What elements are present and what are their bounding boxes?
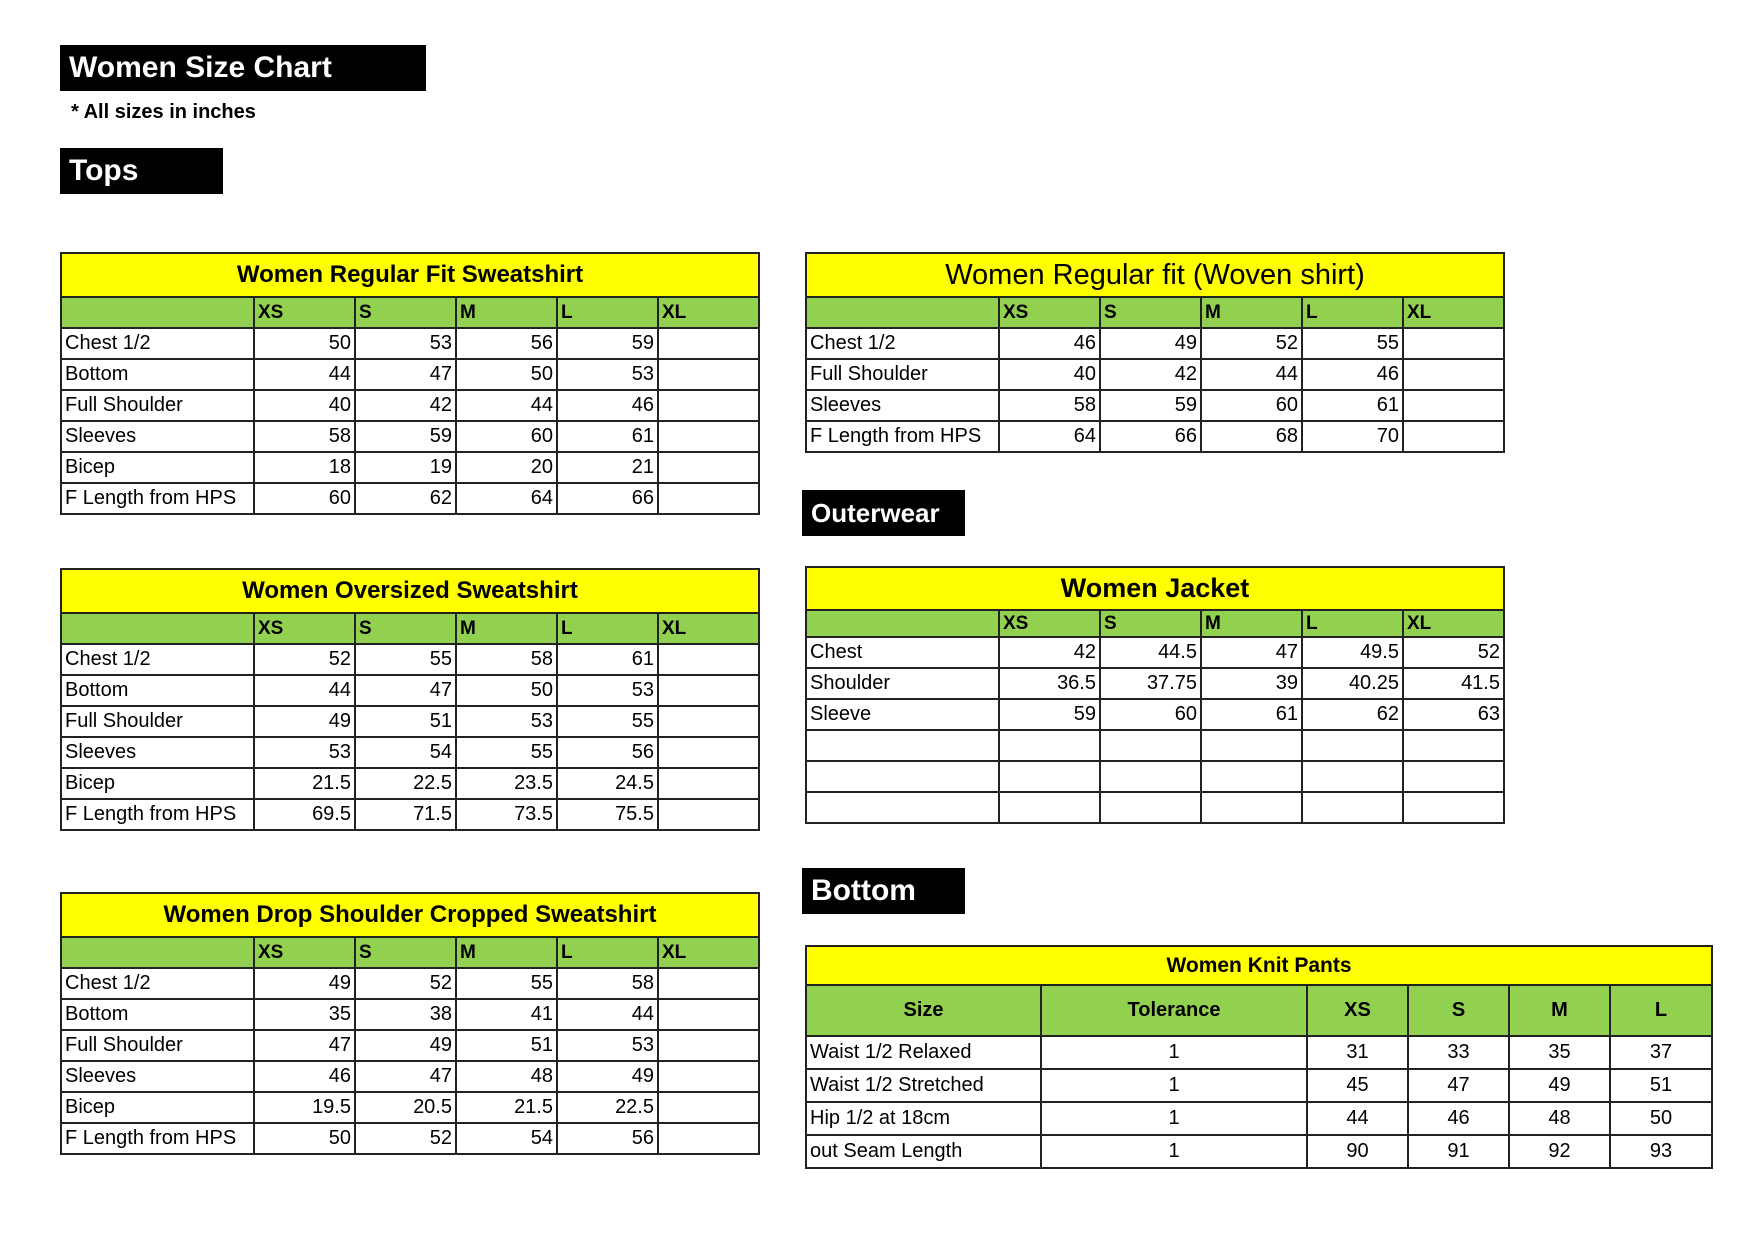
row-label: Hip 1/2 at 18cm	[806, 1102, 1041, 1135]
table-title-row	[61, 569, 759, 613]
row-label: out Seam Length	[806, 1135, 1041, 1168]
cell-value: 68	[1201, 421, 1302, 452]
cell-value	[999, 792, 1100, 823]
column-header: Tolerance	[1041, 985, 1307, 1036]
cell-value	[658, 768, 759, 799]
cell-value: 52	[355, 968, 456, 999]
cell-value: 37	[1610, 1036, 1712, 1069]
size-header-blank	[806, 297, 999, 328]
cell-value: 44	[557, 999, 658, 1030]
size-header: L	[1302, 297, 1403, 328]
size-header: M	[456, 297, 557, 328]
size-header: S	[355, 297, 456, 328]
cell-value: 91	[1408, 1135, 1509, 1168]
cell-value: 59	[1100, 390, 1201, 421]
row-label: Bottom	[61, 999, 254, 1030]
size-header: S	[1100, 297, 1201, 328]
cell-value: 55	[456, 968, 557, 999]
row-label: Chest 1/2	[61, 644, 254, 675]
cell-value: 22.5	[557, 1092, 658, 1123]
row-label: Full Shoulder	[61, 1030, 254, 1061]
cell-value: 46	[1408, 1102, 1509, 1135]
table-title-row	[806, 946, 1712, 985]
cell-value: 63	[1403, 699, 1504, 730]
cell-value: 59	[999, 699, 1100, 730]
cell-value: 70	[1302, 421, 1403, 452]
cell-value: 20.5	[355, 1092, 456, 1123]
table-row	[61, 390, 759, 421]
cell-value: 53	[355, 328, 456, 359]
cell-value: 49.5	[1302, 637, 1403, 668]
cell-value	[658, 1030, 759, 1061]
row-label: Bottom	[61, 675, 254, 706]
table-row	[61, 644, 759, 675]
cell-value: 60	[1201, 390, 1302, 421]
cell-value: 44	[1201, 359, 1302, 390]
table-title: Women Oversized Sweatshirt	[61, 569, 759, 613]
cell-value: 73.5	[456, 799, 557, 830]
table-title: Women Jacket	[806, 567, 1504, 610]
cell-value: 49	[355, 1030, 456, 1061]
cell-value: 93	[1610, 1135, 1712, 1168]
table-row	[806, 792, 1504, 823]
column-header: M	[1509, 985, 1610, 1036]
cell-value: 61	[1302, 390, 1403, 421]
cell-value: 51	[355, 706, 456, 737]
cell-value	[658, 644, 759, 675]
cell-value	[1403, 390, 1504, 421]
table-row	[806, 1036, 1712, 1069]
cell-value	[658, 999, 759, 1030]
cell-value	[658, 968, 759, 999]
cell-value: 44	[456, 390, 557, 421]
cell-value: 1	[1041, 1102, 1307, 1135]
cell-value: 52	[1403, 637, 1504, 668]
cell-value: 53	[456, 706, 557, 737]
cell-value: 66	[1100, 421, 1201, 452]
cell-value: 60	[456, 421, 557, 452]
cell-value: 62	[355, 483, 456, 514]
table-row	[61, 737, 759, 768]
cell-value	[1403, 421, 1504, 452]
row-label: Sleeves	[61, 737, 254, 768]
cell-value	[999, 761, 1100, 792]
table-row	[61, 1061, 759, 1092]
row-label: F Length from HPS	[61, 1123, 254, 1154]
table-row	[61, 675, 759, 706]
cell-value: 40	[999, 359, 1100, 390]
row-label: Sleeves	[806, 390, 999, 421]
cell-value: 44	[254, 359, 355, 390]
cell-value: 55	[456, 737, 557, 768]
cell-value: 36.5	[999, 668, 1100, 699]
size-header-row	[806, 297, 1504, 328]
cell-value	[1403, 792, 1504, 823]
size-header-row	[806, 610, 1504, 637]
cell-value: 18	[254, 452, 355, 483]
cell-value: 44	[1307, 1102, 1408, 1135]
page-title: Women Size Chart	[60, 45, 426, 91]
cell-value: 52	[355, 1123, 456, 1154]
cell-value: 46	[557, 390, 658, 421]
size-header: XS	[254, 297, 355, 328]
cell-value: 60	[254, 483, 355, 514]
size-header: L	[557, 297, 658, 328]
cell-value: 58	[456, 644, 557, 675]
cell-value	[1201, 792, 1302, 823]
cell-value: 49	[254, 968, 355, 999]
cell-value	[658, 421, 759, 452]
cell-value: 41.5	[1403, 668, 1504, 699]
cell-value: 61	[1201, 699, 1302, 730]
row-label: Sleeves	[61, 421, 254, 452]
cell-value: 48	[1509, 1102, 1610, 1135]
size-header: XL	[1403, 610, 1504, 637]
cell-value: 46	[1302, 359, 1403, 390]
size-header-blank	[61, 613, 254, 644]
cell-value: 52	[1201, 328, 1302, 359]
cell-value	[658, 737, 759, 768]
cell-value: 62	[1302, 699, 1403, 730]
table-row	[61, 999, 759, 1030]
table-row	[61, 1030, 759, 1061]
table-title: Women Regular fit (Woven shirt)	[806, 253, 1504, 297]
table-row	[61, 328, 759, 359]
cell-value	[658, 328, 759, 359]
size-header: XL	[658, 937, 759, 968]
size-header: L	[557, 937, 658, 968]
cell-value: 42	[1100, 359, 1201, 390]
cell-value	[658, 359, 759, 390]
row-label: Sleeves	[61, 1061, 254, 1092]
table-title: Women Drop Shoulder Cropped Sweatshirt	[61, 893, 759, 937]
column-header: XS	[1307, 985, 1408, 1036]
size-header: S	[355, 613, 456, 644]
cell-value: 55	[1302, 328, 1403, 359]
section-tops: Tops	[60, 148, 223, 194]
cell-value: 35	[254, 999, 355, 1030]
cell-value	[999, 730, 1100, 761]
size-header: XS	[999, 297, 1100, 328]
size-header: M	[456, 613, 557, 644]
cell-value: 46	[254, 1061, 355, 1092]
table-row	[806, 390, 1504, 421]
cell-value	[1100, 792, 1201, 823]
table-row	[61, 483, 759, 514]
cell-value	[658, 1123, 759, 1154]
cell-value: 47	[1408, 1069, 1509, 1102]
cell-value: 1	[1041, 1036, 1307, 1069]
cell-value	[1403, 359, 1504, 390]
row-label: Full Shoulder	[61, 390, 254, 421]
size-header: M	[456, 937, 557, 968]
cell-value: 47	[355, 1061, 456, 1092]
table-women-jacket	[805, 566, 1505, 824]
cell-value: 59	[355, 421, 456, 452]
row-label	[806, 792, 999, 823]
table-row	[806, 1135, 1712, 1168]
size-header: S	[1100, 610, 1201, 637]
table-row	[61, 359, 759, 390]
table-row	[806, 637, 1504, 668]
cell-value: 31	[1307, 1036, 1408, 1069]
cell-value: 40	[254, 390, 355, 421]
cell-value	[658, 483, 759, 514]
cell-value: 59	[557, 328, 658, 359]
row-label: Waist 1/2 Stretched	[806, 1069, 1041, 1102]
cell-value: 39	[1201, 668, 1302, 699]
column-header: L	[1610, 985, 1712, 1036]
cell-value: 33	[1408, 1036, 1509, 1069]
cell-value	[1302, 730, 1403, 761]
cell-value: 44.5	[1100, 637, 1201, 668]
size-header: L	[1302, 610, 1403, 637]
table-title-row	[806, 567, 1504, 610]
cell-value: 53	[557, 359, 658, 390]
table-title-row	[806, 253, 1504, 297]
cell-value: 52	[254, 644, 355, 675]
row-label: Sleeve	[806, 699, 999, 730]
cell-value: 19.5	[254, 1092, 355, 1123]
row-label: Bicep	[61, 768, 254, 799]
cell-value: 71.5	[355, 799, 456, 830]
cell-value: 45	[1307, 1069, 1408, 1102]
cell-value: 47	[355, 675, 456, 706]
cell-value: 46	[999, 328, 1100, 359]
size-header: XL	[658, 613, 759, 644]
cell-value: 54	[456, 1123, 557, 1154]
cell-value: 1	[1041, 1135, 1307, 1168]
row-label: F Length from HPS	[61, 799, 254, 830]
table-row	[61, 1123, 759, 1154]
cell-value: 24.5	[557, 768, 658, 799]
row-label: F Length from HPS	[61, 483, 254, 514]
table-oversized-sweatshirt	[60, 568, 760, 831]
cell-value: 49	[1100, 328, 1201, 359]
cell-value	[1201, 730, 1302, 761]
cell-value: 58	[999, 390, 1100, 421]
cell-value: 40.25	[1302, 668, 1403, 699]
cell-value: 90	[1307, 1135, 1408, 1168]
units-note: * All sizes in inches	[71, 101, 256, 123]
cell-value: 51	[1610, 1069, 1712, 1102]
row-label: Full Shoulder	[61, 706, 254, 737]
table-row	[61, 1092, 759, 1123]
size-header-blank	[61, 937, 254, 968]
table-row	[806, 1069, 1712, 1102]
cell-value: 61	[557, 421, 658, 452]
cell-value: 69.5	[254, 799, 355, 830]
size-header-blank	[61, 297, 254, 328]
row-label: F Length from HPS	[806, 421, 999, 452]
size-header-row	[61, 613, 759, 644]
cell-value: 21	[557, 452, 658, 483]
section-bottom: Bottom	[802, 868, 965, 914]
cell-value: 58	[254, 421, 355, 452]
cell-value: 48	[456, 1061, 557, 1092]
section-outerwear: Outerwear	[802, 490, 965, 536]
table-regular-fit-woven-shirt	[805, 252, 1505, 453]
cell-value: 50	[456, 675, 557, 706]
cell-value: 75.5	[557, 799, 658, 830]
row-label: Shoulder	[806, 668, 999, 699]
cell-value	[1100, 730, 1201, 761]
size-header-blank	[806, 610, 999, 637]
table-row	[806, 359, 1504, 390]
cell-value	[1403, 761, 1504, 792]
row-label: Waist 1/2 Relaxed	[806, 1036, 1041, 1069]
size-header: XL	[658, 297, 759, 328]
size-header: XL	[1403, 297, 1504, 328]
cell-value: 58	[557, 968, 658, 999]
table-row	[61, 706, 759, 737]
cell-value: 53	[254, 737, 355, 768]
size-header-row	[61, 297, 759, 328]
cell-value: 50	[1610, 1102, 1712, 1135]
cell-value: 22.5	[355, 768, 456, 799]
column-header: S	[1408, 985, 1509, 1036]
cell-value: 55	[355, 644, 456, 675]
cell-value: 53	[557, 675, 658, 706]
cell-value: 37.75	[1100, 668, 1201, 699]
cell-value	[1302, 792, 1403, 823]
cell-value: 66	[557, 483, 658, 514]
table-row	[61, 452, 759, 483]
cell-value: 64	[456, 483, 557, 514]
table-row	[61, 768, 759, 799]
table-row	[806, 699, 1504, 730]
table-row	[61, 968, 759, 999]
table-row	[806, 1102, 1712, 1135]
row-label: Chest	[806, 637, 999, 668]
row-label	[806, 761, 999, 792]
cell-value	[1403, 328, 1504, 359]
cell-value: 60	[1100, 699, 1201, 730]
cell-value: 53	[557, 1030, 658, 1061]
cell-value: 38	[355, 999, 456, 1030]
cell-value: 64	[999, 421, 1100, 452]
table-title: Women Regular Fit Sweatshirt	[61, 253, 759, 297]
row-label: Chest 1/2	[61, 328, 254, 359]
cell-value: 23.5	[456, 768, 557, 799]
table-row	[806, 761, 1504, 792]
cell-value	[658, 452, 759, 483]
row-label: Chest 1/2	[806, 328, 999, 359]
table-row	[61, 421, 759, 452]
table-women-knit-pants	[805, 945, 1713, 1169]
table-row	[806, 730, 1504, 761]
row-label: Chest 1/2	[61, 968, 254, 999]
cell-value: 55	[557, 706, 658, 737]
cell-value: 41	[456, 999, 557, 1030]
cell-value: 51	[456, 1030, 557, 1061]
table-row	[806, 668, 1504, 699]
cell-value: 35	[1509, 1036, 1610, 1069]
size-header: M	[1201, 610, 1302, 637]
size-header-row	[61, 937, 759, 968]
cell-value: 50	[254, 1123, 355, 1154]
cell-value: 56	[456, 328, 557, 359]
cell-value: 56	[557, 1123, 658, 1154]
cell-value	[658, 390, 759, 421]
row-label: Bottom	[61, 359, 254, 390]
row-label: Bicep	[61, 1092, 254, 1123]
cell-value: 42	[999, 637, 1100, 668]
cell-value: 47	[355, 359, 456, 390]
cell-value: 49	[557, 1061, 658, 1092]
cell-value: 54	[355, 737, 456, 768]
cell-value	[1302, 761, 1403, 792]
cell-value: 42	[355, 390, 456, 421]
cell-value	[658, 706, 759, 737]
cell-value	[658, 1061, 759, 1092]
cell-value: 49	[1509, 1069, 1610, 1102]
table-title-row	[61, 893, 759, 937]
column-header-row	[806, 985, 1712, 1036]
size-header: S	[355, 937, 456, 968]
table-regular-fit-sweatshirt	[60, 252, 760, 515]
row-label: Bicep	[61, 452, 254, 483]
size-header: XS	[999, 610, 1100, 637]
cell-value: 50	[456, 359, 557, 390]
cell-value	[1100, 761, 1201, 792]
table-title-row	[61, 253, 759, 297]
cell-value	[1201, 761, 1302, 792]
cell-value	[658, 1092, 759, 1123]
cell-value: 47	[1201, 637, 1302, 668]
cell-value: 92	[1509, 1135, 1610, 1168]
table-row	[806, 328, 1504, 359]
size-header: XS	[254, 613, 355, 644]
size-header: M	[1201, 297, 1302, 328]
table-row	[806, 421, 1504, 452]
size-header: L	[557, 613, 658, 644]
cell-value: 20	[456, 452, 557, 483]
cell-value: 47	[254, 1030, 355, 1061]
cell-value: 49	[254, 706, 355, 737]
table-row	[61, 799, 759, 830]
cell-value: 44	[254, 675, 355, 706]
cell-value: 50	[254, 328, 355, 359]
column-header: Size	[806, 985, 1041, 1036]
table-title: Women Knit Pants	[806, 946, 1712, 985]
cell-value	[658, 675, 759, 706]
row-label	[806, 730, 999, 761]
cell-value: 56	[557, 737, 658, 768]
cell-value: 21.5	[254, 768, 355, 799]
cell-value: 61	[557, 644, 658, 675]
cell-value: 21.5	[456, 1092, 557, 1123]
size-header: XS	[254, 937, 355, 968]
cell-value	[1403, 730, 1504, 761]
row-label: Full Shoulder	[806, 359, 999, 390]
table-drop-shoulder-cropped-sweatshirt	[60, 892, 760, 1155]
cell-value	[658, 799, 759, 830]
cell-value: 19	[355, 452, 456, 483]
cell-value: 1	[1041, 1069, 1307, 1102]
